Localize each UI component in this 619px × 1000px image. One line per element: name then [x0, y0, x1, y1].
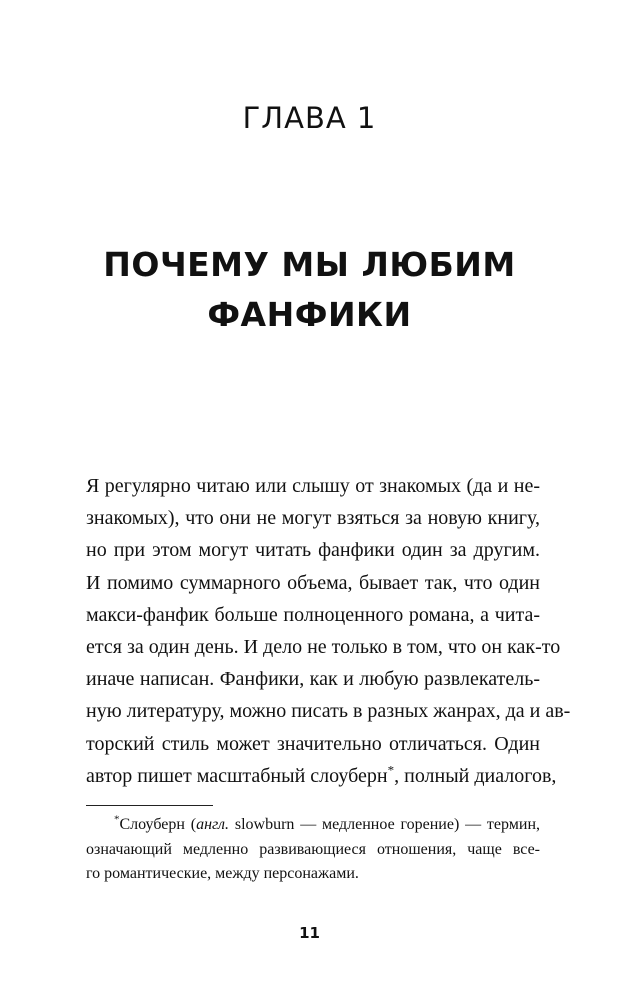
body-line-8: ную литературу, можно писать в разных жанрах, да и ав-	[86, 700, 571, 723]
body-line-2: знакомых), что они не могут взяться за новую книгу,	[86, 507, 540, 530]
body-paragraph	[86, 470, 571, 792]
footnote-line-3: го романтические, между персонажами.	[86, 865, 359, 882]
body-line-10-start: автор пишет масштабный слоуберн	[86, 764, 388, 787]
footnote-definition-start: slowburn — медленное горение) — термин,	[229, 816, 541, 833]
body-line-5: макси-фанфик больше полноценного романа, а чита-	[86, 603, 540, 626]
footnote-line-1	[86, 813, 540, 838]
footnote-star: *	[114, 813, 120, 826]
body-line-1: Я регулярно читаю или слышу от знакомых (да и не-	[86, 475, 540, 497]
body-line-10	[86, 760, 557, 792]
page-number: 11	[299, 924, 320, 942]
body-line-4: И помимо суммарного объема, бывает так, что один	[86, 571, 540, 594]
chapter-title	[0, 240, 619, 340]
body-line-6: ется за один день. И дело не только в том, что он как-то	[86, 636, 561, 659]
body-line-3: но при этом могут читать фанфики один за другим.	[86, 539, 540, 562]
footnote-divider	[86, 805, 213, 806]
chapter-title-line-1: ПОЧЕМУ МЫ ЛЮБИМ	[103, 245, 516, 284]
body-line-9: торский стиль может значительно отличаться. Один	[86, 732, 540, 755]
footnote-italic-abbr: англ.	[196, 816, 230, 833]
chapter-title-line-2: ФАНФИКИ	[207, 295, 412, 334]
footnote-line-2: означающий медленно развивающиеся отношения, чаще все-	[86, 840, 540, 858]
footnote-term: Слоуберн (	[119, 816, 197, 833]
footnote-reference-mark[interactable]: *	[387, 762, 395, 778]
footnote	[86, 813, 540, 887]
chapter-label: ГЛАВА 1	[242, 101, 377, 135]
body-line-10-end: , полный диалогов,	[394, 764, 557, 787]
body-line-7: иначе написан. Фанфики, как и любую развлекатель-	[86, 668, 540, 691]
